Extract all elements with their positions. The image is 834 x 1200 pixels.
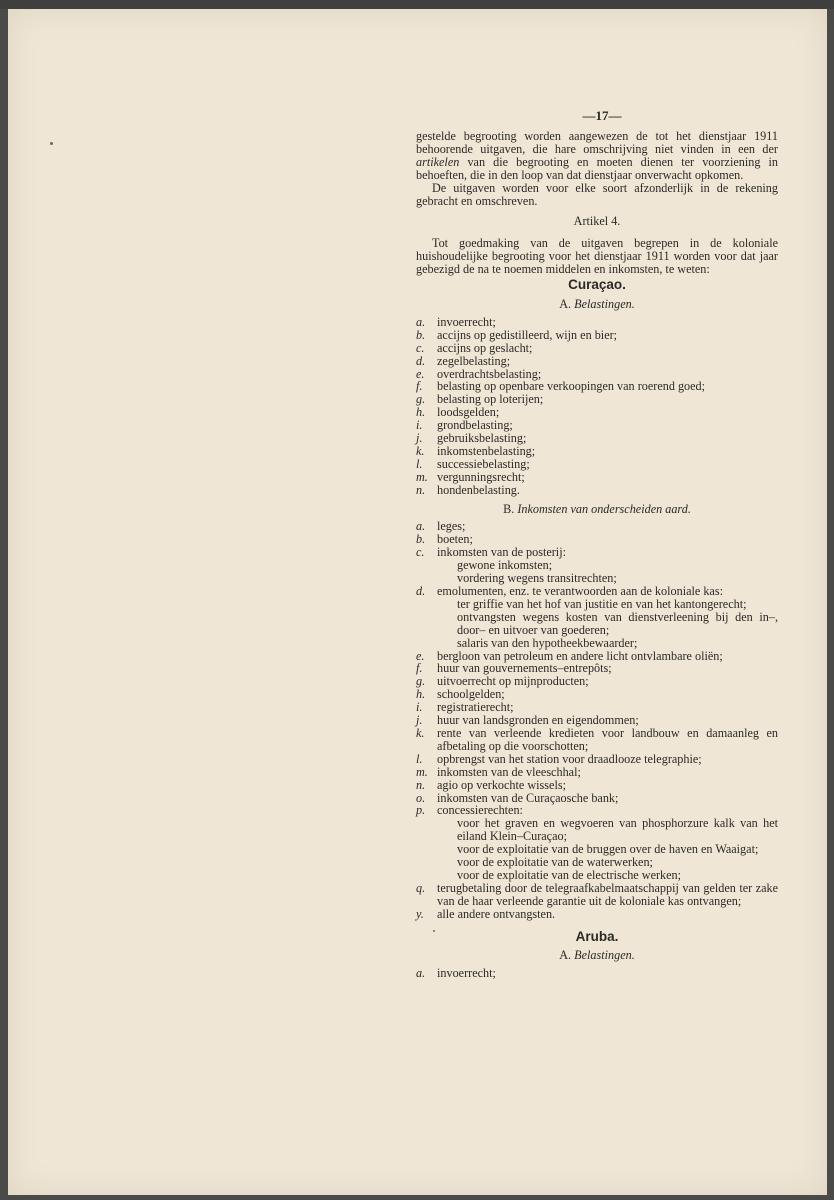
item-letter: i. bbox=[416, 418, 423, 433]
list-item bbox=[416, 753, 778, 766]
list-aruba-belastingen bbox=[416, 967, 778, 980]
item-text: inkomsten van de posterij: bbox=[437, 545, 566, 560]
sub-item: voor de exploitatie van de bruggen over de haven en Waaigat; bbox=[457, 842, 759, 857]
item-letter: a. bbox=[416, 966, 426, 981]
section-a-heading bbox=[416, 298, 778, 311]
document-text bbox=[416, 110, 778, 980]
list-belastingen bbox=[416, 316, 778, 497]
list-item bbox=[416, 727, 778, 753]
item-text: opbrengst van het station voor draadlooze telegraphie; bbox=[437, 751, 702, 766]
item-text: registratierecht; bbox=[437, 700, 514, 715]
item-text: agio op verkochte wissels; bbox=[437, 777, 566, 792]
item-text: zegelbelasting; bbox=[437, 353, 511, 368]
intro-part-2: van die begrooting en moeten dienen ter voorziening in behoeften, die in den loop van dat dienstjaar onverwacht opkomen. bbox=[416, 154, 778, 182]
item-letter: m. bbox=[416, 764, 428, 779]
item-letter: d. bbox=[416, 353, 426, 368]
list-item bbox=[416, 316, 778, 329]
item-letter: b. bbox=[416, 327, 426, 342]
list-item bbox=[416, 779, 778, 792]
aruba-section-a-letter: A. bbox=[559, 948, 572, 963]
sub-item: gewone inkomsten; bbox=[457, 558, 553, 573]
list-item bbox=[416, 882, 778, 908]
item-letter: k. bbox=[416, 725, 425, 740]
item-text: belasting op openbare verkoopingen van roerend goed; bbox=[437, 379, 706, 394]
item-letter: y. bbox=[416, 906, 424, 921]
item-letter: n. bbox=[416, 482, 426, 497]
item-text: bergloon van petroleum en andere licht ontvlambare oliën; bbox=[437, 648, 723, 663]
item-text: invoerrecht; bbox=[437, 314, 496, 329]
item-letter: b. bbox=[416, 532, 426, 547]
item-text: invoerrecht; bbox=[437, 966, 496, 981]
item-letter: j. bbox=[416, 713, 423, 728]
item-letter: o. bbox=[416, 790, 426, 805]
section-a-title: Belastingen. bbox=[574, 296, 635, 311]
item-text: accijns op geslacht; bbox=[437, 340, 533, 355]
intro-italic-word: artikelen bbox=[416, 154, 460, 169]
item-letter: e. bbox=[416, 366, 425, 381]
intro-paragraph bbox=[416, 130, 778, 182]
item-letter: m. bbox=[416, 469, 428, 484]
item-text: inkomsten van de vleeschhal; bbox=[437, 764, 581, 779]
intro-part-1: gestelde begrooting worden aangewezen de tot het dienstjaar 1911 behoorende uitgaven, die hare omschrijving niet vinden in een der bbox=[416, 129, 778, 156]
item-letter: l. bbox=[416, 456, 423, 471]
list-item bbox=[416, 484, 778, 497]
section-b-letter: B. bbox=[503, 501, 515, 516]
item-letter: q. bbox=[416, 880, 426, 895]
article-paragraph: Tot goedmaking van de uitgaven begrepen in de koloniale huishoudelijke begrooting voor het dienstjaar 1911 worden voor dat jaar gebezigd de na te noemen middelen en inkomsten, te weten: bbox=[416, 236, 778, 277]
aruba-section-a-heading bbox=[416, 949, 778, 962]
item-text: loodsgelden; bbox=[437, 405, 500, 420]
item-text: huur van gouvernements–entrepôts; bbox=[437, 661, 612, 676]
sub-item: salaris van den hypotheekbewaarder; bbox=[457, 635, 638, 650]
item-letter: h. bbox=[416, 687, 426, 702]
list-item bbox=[416, 458, 778, 471]
item-text: accijns op gedistilleerd, wijn en bier; bbox=[437, 327, 618, 342]
section-b-heading bbox=[416, 503, 778, 516]
item-letter: f. bbox=[416, 661, 423, 676]
intro-paragraph-2: De uitgaven worden voor elke soort afzonderlijk in de rekening gebracht en omschreven. bbox=[416, 180, 778, 208]
item-letter: a. bbox=[416, 519, 426, 534]
section-b-title: Inkomsten van onderscheiden aard. bbox=[517, 501, 691, 516]
list-item bbox=[416, 471, 778, 484]
item-text: uitvoerrecht op mijnproducten; bbox=[437, 674, 589, 689]
section-a-letter: A. bbox=[559, 296, 572, 311]
list-item bbox=[416, 585, 778, 598]
paper-speck bbox=[50, 142, 53, 145]
page-number: —17— bbox=[582, 108, 622, 123]
list-item bbox=[416, 355, 778, 368]
item-text: successiebelasting; bbox=[437, 456, 530, 471]
item-letter: i. bbox=[416, 700, 423, 715]
list-item bbox=[416, 432, 778, 445]
item-letter: l. bbox=[416, 751, 423, 766]
item-text: alle andere ontvangsten. bbox=[437, 906, 556, 921]
item-letter: d. bbox=[416, 584, 426, 598]
item-letter: f. bbox=[416, 379, 423, 394]
list-inkomsten bbox=[416, 520, 778, 920]
item-text: leges; bbox=[437, 519, 466, 534]
sub-item: voor de exploitatie van de waterwerken; bbox=[457, 855, 653, 870]
item-letter: h. bbox=[416, 405, 426, 420]
item-text: boeten; bbox=[437, 532, 473, 547]
item-text: belasting op loterijen; bbox=[437, 392, 544, 407]
item-text: schoolgelden; bbox=[437, 687, 505, 702]
list-item bbox=[416, 766, 778, 779]
item-text: concessierechten: bbox=[437, 803, 523, 818]
article-title: Artikel 4. bbox=[573, 214, 621, 229]
item-letter: n. bbox=[416, 777, 426, 792]
item-text: overdrachtsbelasting; bbox=[437, 366, 542, 381]
item-text: vergunningsrecht; bbox=[437, 469, 525, 484]
list-item bbox=[416, 342, 778, 355]
item-letter: c. bbox=[416, 340, 425, 355]
sub-item: voor het graven en wegvoeren van phosphorzure kalk van het eiland Klein–Curaçao; bbox=[457, 816, 778, 844]
item-text: rente van verleende kredieten voor landbouw en damaanleg en afbetaling op die voorschotten; bbox=[437, 725, 778, 753]
sub-item: ontvangsten wegens kosten van dienstverleening bij den in–, door– en uitvoer van goederen; bbox=[457, 609, 778, 637]
item-text: emolumenten, enz. te verantwoorden aan de koloniale kas: bbox=[437, 584, 723, 598]
item-letter: c. bbox=[416, 545, 425, 560]
item-text: terugbetaling door de telegraafkabelmaatschappij van gelden ter zake van de haar verleende garantie uit de koloniale kas ontvangen; bbox=[437, 880, 778, 908]
item-letter: p. bbox=[416, 803, 426, 818]
list-item bbox=[416, 967, 778, 980]
list-item bbox=[416, 908, 778, 921]
item-letter: k. bbox=[416, 443, 425, 458]
item-text: hondenbelasting. bbox=[437, 482, 520, 497]
sub-item: vordering wegens transitrechten; bbox=[457, 571, 617, 586]
list-item bbox=[416, 329, 778, 342]
sub-item: voor de exploitatie van de electrische werken; bbox=[457, 867, 682, 882]
item-text: gebruiksbelasting; bbox=[437, 431, 527, 446]
region-title-curacao: Curaçao. bbox=[568, 277, 626, 293]
item-text: grondbelasting; bbox=[437, 418, 513, 433]
list-item bbox=[416, 445, 778, 458]
item-text: huur van landsgronden en eigendommen; bbox=[437, 713, 639, 728]
scanner-edge bbox=[0, 0, 834, 9]
item-text: inkomsten van de Curaçaosche bank; bbox=[437, 790, 619, 805]
item-letter: a. bbox=[416, 314, 426, 329]
item-letter: e. bbox=[416, 648, 425, 663]
sub-item: ter griffie van het hof van justitie en van het kantongerecht; bbox=[457, 596, 747, 611]
item-letter: g. bbox=[416, 674, 426, 689]
item-text: inkomstenbelasting; bbox=[437, 443, 536, 458]
item-letter: j. bbox=[416, 431, 423, 446]
region-title-aruba: Aruba. bbox=[575, 928, 619, 944]
item-letter: g. bbox=[416, 392, 426, 407]
aruba-section-a-title: Belastingen. bbox=[574, 948, 635, 963]
